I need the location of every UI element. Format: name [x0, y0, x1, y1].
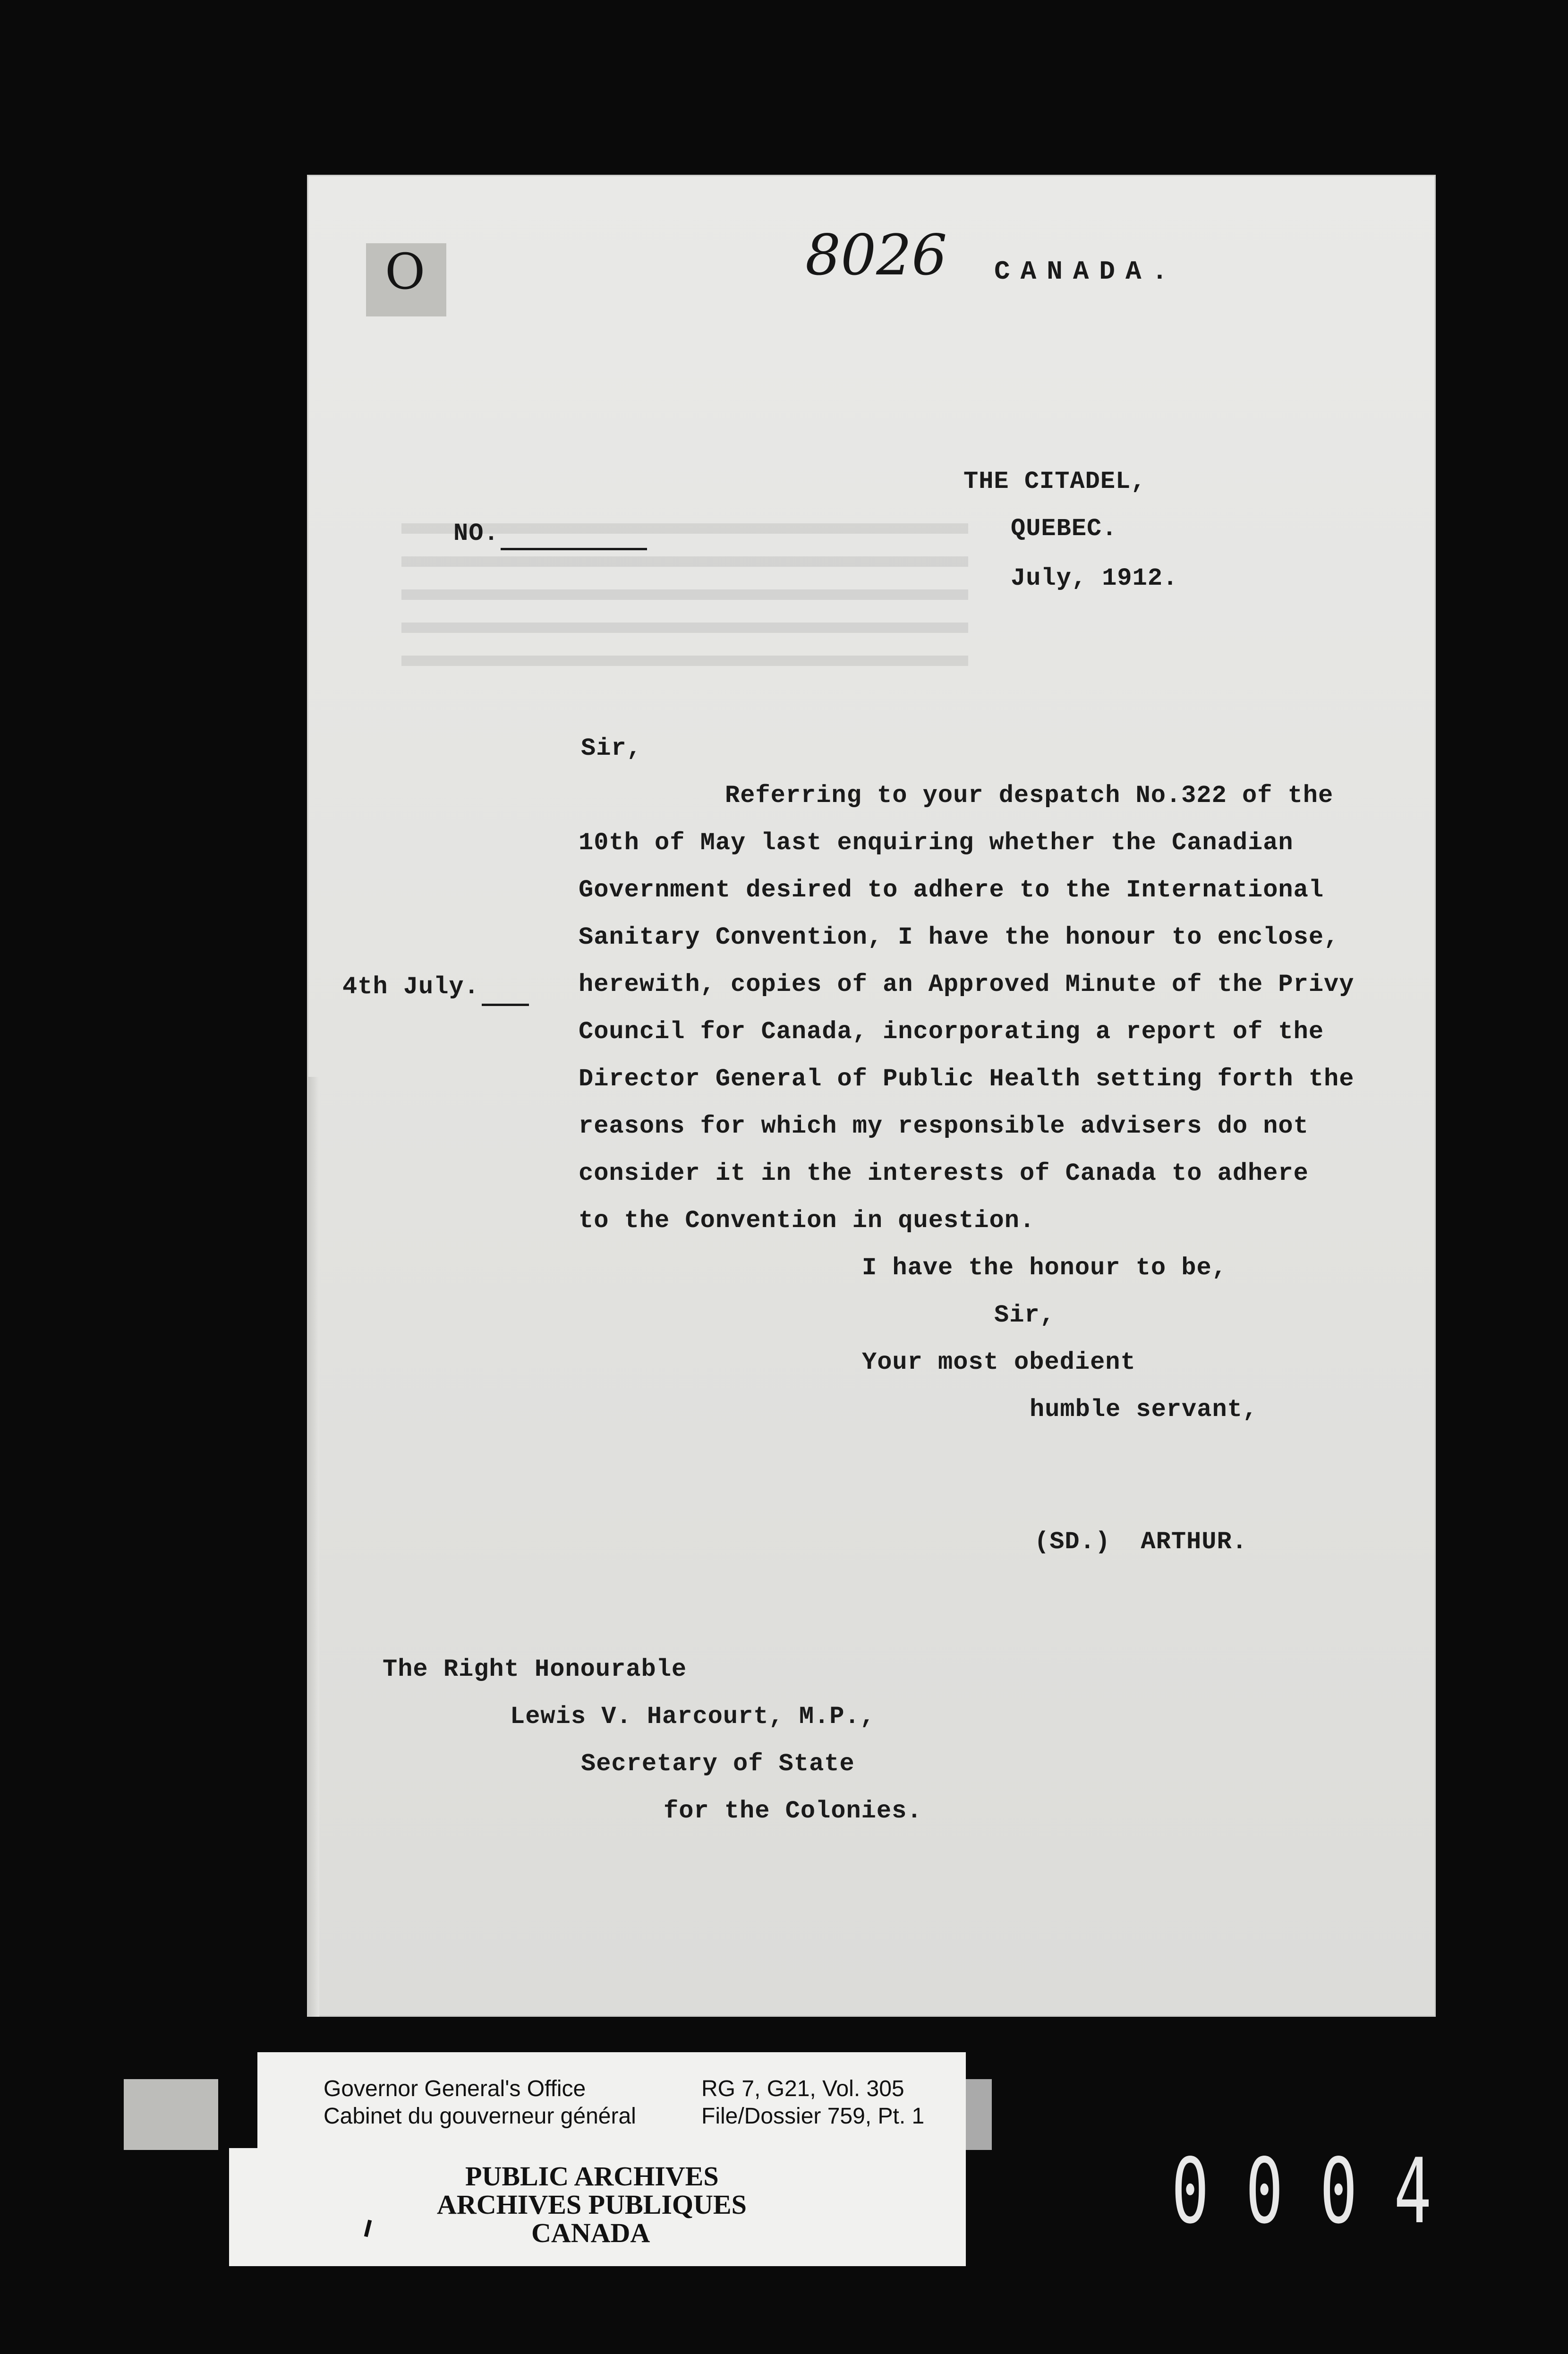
- addressee-line: for the Colonies.: [664, 1797, 922, 1825]
- office-french: Cabinet du gouverneur général: [324, 2104, 636, 2129]
- closing-line: Sir,: [994, 1301, 1055, 1329]
- salutation: Sir,: [581, 734, 642, 762]
- body-line: to the Convention in question.: [579, 1207, 1035, 1235]
- label-shadow: [124, 2079, 218, 2150]
- closing-line: Your most obedient: [862, 1348, 1136, 1376]
- bleed-through-text: [401, 501, 1110, 737]
- body-line: consider it in the interests of Canada to adhere: [579, 1160, 1309, 1187]
- stamp-letter: O: [385, 243, 426, 300]
- file-reference: File/Dossier 759, Pt. 1: [701, 2104, 925, 2129]
- closing-line: humble servant,: [1030, 1396, 1258, 1424]
- body-line: Referring to your despatch No.322 of the: [725, 782, 1334, 810]
- record-group-reference: RG 7, G21, Vol. 305: [701, 2076, 904, 2101]
- archive-name-english: PUBLIC ARCHIVES: [465, 2161, 719, 2192]
- page-fold: [308, 1077, 319, 2017]
- addressee-line: Secretary of State: [581, 1750, 855, 1778]
- signature: (SD.) ARTHUR.: [1034, 1528, 1247, 1556]
- handwritten-file-number: 8026: [805, 222, 947, 288]
- public-archives-label: [229, 2148, 966, 2266]
- closing-line: I have the honour to be,: [862, 1254, 1227, 1282]
- country-heading: CANADA.: [994, 256, 1178, 287]
- body-line: Council for Canada, incorporating a report of the: [579, 1018, 1324, 1046]
- label-edge: [966, 2079, 992, 2150]
- body-line: Sanitary Convention, I have the honour to enclose,: [579, 923, 1339, 951]
- address-line-2: QUEBEC.: [1011, 515, 1117, 543]
- body-line: Government desired to adhere to the International: [579, 876, 1324, 904]
- margin-note-rule: [482, 1004, 529, 1006]
- address-line-1: THE CITADEL,: [963, 468, 1146, 495]
- body-line: 10th of May last enquiring whether the Canadian: [579, 829, 1294, 857]
- frame-number: 0004: [1171, 2139, 1468, 2243]
- letter-date: July, 1912.: [1011, 564, 1178, 592]
- margin-date-note: 4th July.: [342, 973, 479, 1001]
- number-label: NO.: [453, 520, 499, 547]
- archive-name-french: ARCHIVES PUBLIQUES: [437, 2189, 747, 2220]
- archive-country: CANADA: [531, 2218, 650, 2248]
- letter-page: [307, 175, 1436, 2017]
- office-english: Governor General's Office: [324, 2076, 586, 2101]
- archive-reference-label: [257, 2052, 966, 2153]
- body-line: herewith, copies of an Approved Minute of the Privy: [579, 971, 1355, 998]
- number-underline: [501, 548, 647, 550]
- body-line: reasons for which my responsible advisers do not: [579, 1112, 1309, 1140]
- body-line: Director General of Public Health setting forth the: [579, 1065, 1355, 1093]
- addressee-line: Lewis V. Harcourt, M.P.,: [510, 1703, 875, 1731]
- addressee-line: The Right Honourable: [383, 1655, 687, 1683]
